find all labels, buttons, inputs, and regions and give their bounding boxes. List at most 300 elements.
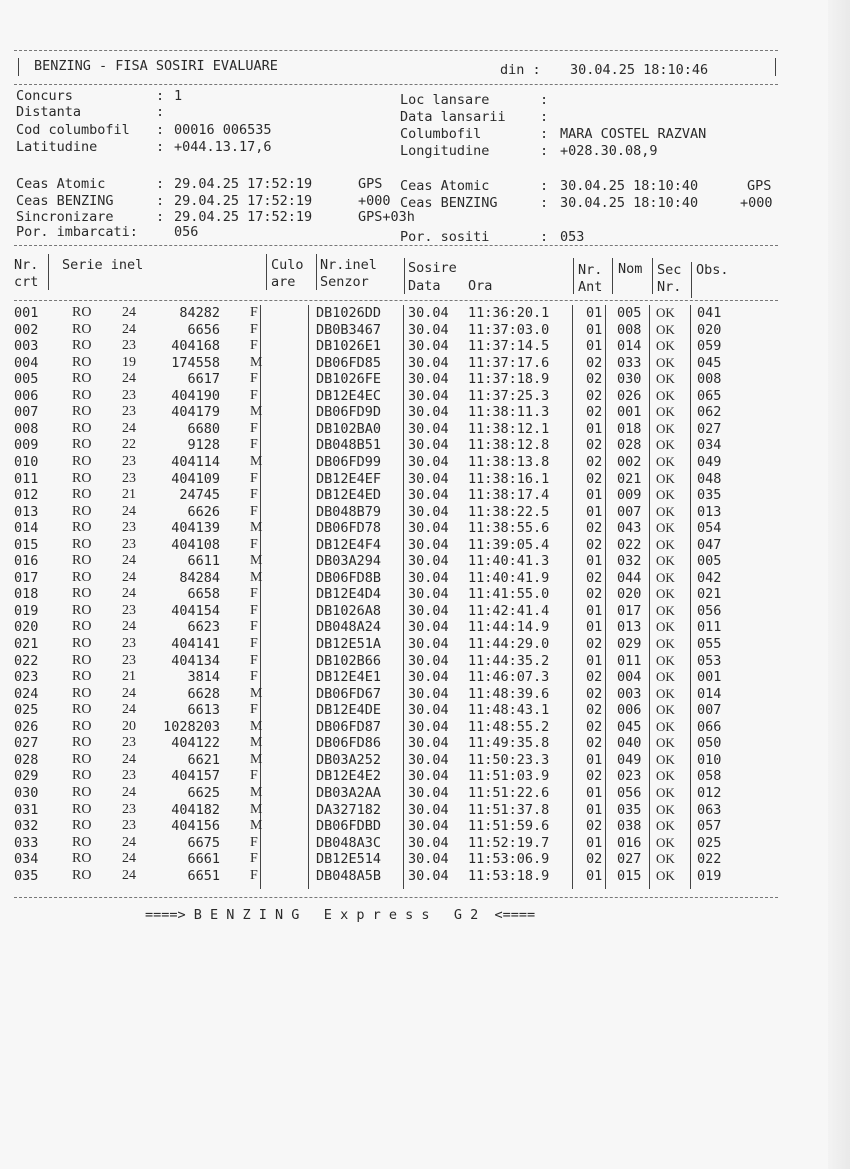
cell-date: 30.04	[408, 487, 449, 504]
table-row	[0, 504, 850, 521]
info-value: 1	[174, 88, 183, 104]
cell-nr-ant: 02	[586, 768, 603, 785]
col-header-ant: Ant	[578, 279, 603, 295]
cell-nom: 003	[617, 685, 642, 702]
cell-nom: 008	[617, 321, 642, 338]
cell-obs: 050	[697, 735, 722, 752]
cell-sex: F	[250, 834, 258, 850]
cell-sex: F	[250, 619, 258, 635]
cell-obs: 005	[697, 553, 722, 570]
vline-serie	[266, 254, 267, 290]
cell-ring-number: 404156	[171, 818, 220, 835]
cell-sec: OK	[656, 305, 675, 320]
cell-nom: 030	[617, 371, 642, 388]
cell-crt: 007	[14, 404, 39, 421]
cell-sec: OK	[656, 735, 675, 751]
cell-ring-number: 404141	[171, 636, 220, 652]
table-row	[0, 835, 850, 852]
cell-sec: OK	[656, 768, 675, 784]
cell-nr-ant: 02	[586, 851, 603, 868]
por-sositi-label: Por. sositi	[400, 229, 490, 245]
vline-nrinel	[404, 258, 405, 294]
cell-date: 30.04	[408, 453, 449, 470]
cell-country: RO	[72, 702, 92, 718]
cell-ring-number: 6661	[187, 851, 220, 868]
cell-nr-ant: 01	[586, 652, 603, 669]
cell-year: 24	[122, 867, 136, 883]
cell-ring-number: 404157	[171, 768, 220, 785]
table-row	[0, 404, 850, 421]
cell-ring-number: 24745	[179, 487, 220, 504]
clock-suffix: +000	[358, 193, 391, 209]
cell-obs: 034	[697, 437, 722, 454]
cell-sensor: DB1026E1	[316, 338, 382, 355]
cell-sex: F	[250, 702, 258, 718]
cell-time: 11:37:03.0	[468, 321, 550, 338]
cell-time: 11:48:55.2	[468, 718, 550, 735]
cell-nr-ant: 01	[586, 553, 603, 570]
cell-sec: OK	[656, 751, 675, 767]
cell-year: 24	[122, 685, 136, 701]
cell-crt: 032	[14, 818, 39, 835]
cell-date: 30.04	[408, 669, 449, 686]
cell-sec: OK	[656, 818, 675, 834]
cell-date: 30.04	[408, 702, 449, 719]
cell-date: 30.04	[408, 851, 449, 868]
col-header-sec: Sec	[657, 262, 682, 278]
cell-date: 30.04	[408, 536, 449, 553]
cell-ring-number: 9128	[187, 437, 220, 454]
cell-nom: 020	[617, 586, 642, 603]
cell-nom: 011	[617, 652, 642, 669]
vline-sosire	[573, 258, 574, 294]
cell-nom: 004	[617, 669, 642, 686]
cell-ring-number: 404190	[171, 387, 220, 404]
cell-time: 11:37:17.6	[468, 354, 550, 371]
cell-time: 11:38:11.3	[468, 404, 550, 421]
col-header-culo: Culo	[271, 257, 304, 273]
header-left-border	[18, 58, 19, 76]
date-label: din :	[500, 62, 541, 78]
cell-year: 23	[122, 602, 136, 618]
cell-time: 11:49:35.8	[468, 735, 550, 752]
cell-country: RO	[72, 685, 92, 701]
cell-nr-ant: 02	[586, 437, 603, 454]
cell-time: 11:50:23.3	[468, 751, 550, 768]
cell-sex: F	[250, 652, 258, 668]
cell-date: 30.04	[408, 305, 449, 321]
cell-time: 11:38:12.8	[468, 437, 550, 454]
cell-crt: 028	[14, 751, 39, 768]
table-row	[0, 868, 850, 885]
cell-year: 24	[122, 321, 136, 337]
clock-sep: :	[156, 209, 165, 225]
cell-nom: 026	[617, 387, 642, 404]
cell-country: RO	[72, 669, 92, 685]
info-label: Longitudine	[400, 143, 490, 159]
cell-nom: 007	[617, 503, 642, 520]
cell-date: 30.04	[408, 553, 449, 570]
cell-sex: F	[250, 321, 258, 337]
vline-nom	[652, 258, 653, 294]
cell-obs: 014	[697, 685, 722, 702]
cell-sex: F	[250, 503, 258, 519]
cell-nr-ant: 02	[586, 702, 603, 719]
cell-sensor: DA327182	[316, 801, 382, 818]
info-sep: :	[540, 126, 549, 142]
cell-sec: OK	[656, 669, 675, 685]
cell-sensor: DB06FD67	[316, 685, 382, 702]
cell-nom: 006	[617, 702, 642, 719]
cell-nr-ant: 02	[586, 404, 603, 421]
col-header-nom: Nom	[618, 261, 643, 277]
cell-sex: M	[250, 784, 263, 800]
cell-year: 24	[122, 851, 136, 867]
cell-ring-number: 6656	[187, 321, 220, 338]
info-label: Latitudine	[16, 139, 98, 155]
clock-sep: :	[540, 195, 549, 211]
table-row	[0, 719, 850, 736]
cell-time: 11:40:41.3	[468, 553, 550, 570]
cell-country: RO	[72, 487, 92, 503]
cell-time: 11:40:41.9	[468, 569, 550, 586]
cell-sensor: DB12E4F4	[316, 536, 382, 553]
cell-nr-ant: 01	[586, 338, 603, 355]
table-row	[0, 818, 850, 835]
cell-nr-ant: 02	[586, 735, 603, 752]
cell-sensor: DB06FD8B	[316, 569, 382, 586]
cell-country: RO	[72, 801, 92, 817]
cell-obs: 019	[697, 867, 722, 884]
cell-nom: 001	[617, 404, 642, 421]
col-header-data: Data	[408, 278, 441, 294]
cell-nr-ant: 02	[586, 569, 603, 586]
cell-sec: OK	[656, 387, 675, 403]
table-row	[0, 653, 850, 670]
cell-sec: OK	[656, 371, 675, 387]
cell-country: RO	[72, 470, 92, 486]
cell-nr-ant: 02	[586, 685, 603, 702]
cell-obs: 059	[697, 338, 722, 355]
cell-nom: 002	[617, 453, 642, 470]
cell-date: 30.04	[408, 867, 449, 884]
cell-nr-ant: 02	[586, 371, 603, 388]
cell-sensor: DB06FD85	[316, 354, 382, 371]
cell-sex: F	[250, 305, 258, 320]
cell-obs: 058	[697, 768, 722, 785]
cell-sensor: DB12E4DE	[316, 702, 382, 719]
cell-nr-ant: 02	[586, 520, 603, 537]
footer-brand: ====> B E N Z I N G E x p r e s s G 2 <====	[145, 907, 536, 923]
cell-year: 21	[122, 487, 136, 503]
cell-sensor: DB06FDBD	[316, 818, 382, 835]
cell-time: 11:37:18.9	[468, 371, 550, 388]
cell-nom: 022	[617, 536, 642, 553]
cell-ring-number: 6621	[187, 751, 220, 768]
cell-nom: 032	[617, 553, 642, 570]
cell-year: 23	[122, 768, 136, 784]
cell-crt: 011	[14, 470, 39, 487]
cell-date: 30.04	[408, 586, 449, 603]
cell-sex: F	[250, 536, 258, 552]
cell-year: 24	[122, 751, 136, 767]
cell-ring-number: 404134	[171, 652, 220, 669]
cell-obs: 013	[697, 503, 722, 520]
cell-crt: 006	[14, 387, 39, 404]
cell-country: RO	[72, 784, 92, 800]
cell-ring-number: 404168	[171, 338, 220, 355]
cell-country: RO	[72, 851, 92, 867]
cell-obs: 065	[697, 387, 722, 404]
cell-ring-number: 84284	[179, 569, 220, 586]
cell-nr-ant: 01	[586, 503, 603, 520]
cell-obs: 022	[697, 851, 722, 868]
cell-crt: 025	[14, 702, 39, 719]
cell-date: 30.04	[408, 371, 449, 388]
cell-ring-number: 6628	[187, 685, 220, 702]
cell-sec: OK	[656, 636, 675, 651]
cell-nr-ant: 02	[586, 536, 603, 553]
cell-time: 11:46:07.3	[468, 669, 550, 686]
cell-year: 23	[122, 652, 136, 668]
cell-ring-number: 404122	[171, 735, 220, 752]
cell-country: RO	[72, 834, 92, 850]
clock-value: 30.04.25 18:10:40	[560, 178, 699, 194]
clock-value: 29.04.25 17:52:19	[174, 193, 313, 209]
cell-year: 23	[122, 338, 136, 354]
clock-suffix: GPS	[747, 178, 772, 194]
cell-sec: OK	[656, 470, 675, 486]
cell-nr-ant: 01	[586, 420, 603, 437]
cell-ring-number: 6658	[187, 586, 220, 603]
cell-sensor: DB06FD78	[316, 520, 382, 537]
cell-year: 22	[122, 437, 136, 453]
cell-nom: 049	[617, 751, 642, 768]
cell-sex: M	[250, 520, 263, 536]
cell-ring-number: 404154	[171, 602, 220, 619]
clock-label: Ceas BENZING	[400, 195, 498, 211]
cell-sec: OK	[656, 420, 675, 436]
cell-ring-number: 404182	[171, 801, 220, 818]
cell-nom: 021	[617, 470, 642, 487]
cell-nr-ant: 02	[586, 669, 603, 686]
cell-sex: M	[250, 354, 263, 370]
cell-sensor: DB12E4EC	[316, 387, 382, 404]
cell-sensor: DB048B51	[316, 437, 382, 454]
cell-nom: 016	[617, 834, 642, 851]
cell-year: 24	[122, 553, 136, 569]
table-row	[0, 371, 850, 388]
cell-year: 24	[122, 503, 136, 519]
cell-obs: 053	[697, 652, 722, 669]
cell-time: 11:51:59.6	[468, 818, 550, 835]
cell-sec: OK	[656, 487, 675, 503]
cell-sex: M	[250, 553, 263, 569]
report-title: BENZING - FISA SOSIRI EVALUARE	[34, 58, 278, 74]
cell-country: RO	[72, 735, 92, 751]
table-row	[0, 686, 850, 703]
cell-obs: 054	[697, 520, 722, 537]
cell-date: 30.04	[408, 354, 449, 371]
cell-obs: 021	[697, 586, 722, 603]
cell-year: 24	[122, 784, 136, 800]
cell-ring-number: 404139	[171, 520, 220, 537]
cell-obs: 001	[697, 669, 722, 686]
table-header-rule	[14, 300, 778, 301]
cell-time: 11:37:14.5	[468, 338, 550, 355]
cell-country: RO	[72, 718, 92, 734]
clock-value: 30.04.25 18:10:40	[560, 195, 699, 211]
cell-nom: 027	[617, 851, 642, 868]
cell-nom: 013	[617, 619, 642, 636]
table-row	[0, 768, 850, 785]
cell-nom: 015	[617, 867, 642, 884]
table-row	[0, 636, 850, 653]
table-row	[0, 454, 850, 471]
cell-sensor: DB06FD87	[316, 718, 382, 735]
cell-year: 23	[122, 520, 136, 536]
cell-nr-ant: 01	[586, 834, 603, 851]
table-row	[0, 437, 850, 454]
info-value: 00016 006535	[174, 122, 272, 138]
cell-country: RO	[72, 420, 92, 436]
col-header-ora: Ora	[468, 278, 493, 294]
cell-sex: F	[250, 487, 258, 503]
por-imbarcati-label: Por. imbarcati:	[16, 224, 138, 240]
cell-year: 23	[122, 387, 136, 403]
table-row	[0, 603, 850, 620]
cell-sensor: DB03A294	[316, 553, 382, 570]
cell-nr-ant: 01	[586, 487, 603, 504]
cell-ring-number: 6675	[187, 834, 220, 851]
cell-ring-number: 404109	[171, 470, 220, 487]
cell-obs: 041	[697, 305, 722, 321]
clock-suffix: +000	[740, 195, 773, 211]
cell-date: 30.04	[408, 503, 449, 520]
cell-nr-ant: 01	[586, 321, 603, 338]
table-row	[0, 338, 850, 355]
cell-date: 30.04	[408, 768, 449, 785]
cell-sec: OK	[656, 784, 675, 800]
cell-sec: OK	[656, 586, 675, 602]
cell-time: 11:38:16.1	[468, 470, 550, 487]
clock-suffix: GPS	[358, 176, 383, 192]
vline-sec	[691, 262, 692, 298]
clock-label: Sincronizare	[16, 209, 114, 225]
cell-date: 30.04	[408, 834, 449, 851]
cell-sec: OK	[656, 685, 675, 701]
col-header-nrinel: Nr.inel	[320, 257, 377, 273]
cell-nr-ant: 02	[586, 387, 603, 404]
cell-ring-number: 6623	[187, 619, 220, 636]
cell-country: RO	[72, 652, 92, 668]
cell-nr-ant: 01	[586, 602, 603, 619]
cell-sex: F	[250, 768, 258, 784]
cell-crt: 024	[14, 685, 39, 702]
cell-year: 23	[122, 536, 136, 552]
header-right-border	[775, 58, 776, 76]
cell-date: 30.04	[408, 784, 449, 801]
cell-sensor: DB12E4E1	[316, 669, 382, 686]
cell-country: RO	[72, 553, 92, 569]
cell-country: RO	[72, 586, 92, 602]
cell-sensor: DB06FD99	[316, 453, 382, 470]
cell-country: RO	[72, 751, 92, 767]
cell-date: 30.04	[408, 801, 449, 818]
cell-country: RO	[72, 636, 92, 651]
cell-nom: 056	[617, 784, 642, 801]
clock-sep: :	[156, 193, 165, 209]
cell-sensor: DB1026A8	[316, 602, 382, 619]
cell-sex: M	[250, 569, 263, 585]
table-row	[0, 322, 850, 339]
table-row	[0, 553, 850, 570]
cell-sex: M	[250, 685, 263, 701]
cell-crt: 022	[14, 652, 39, 669]
info-label: Concurs	[16, 88, 73, 104]
clock-value: 29.04.25 17:52:19	[174, 209, 313, 225]
cell-nom: 040	[617, 735, 642, 752]
cell-crt: 012	[14, 487, 39, 504]
cell-country: RO	[72, 569, 92, 585]
cell-nr-ant: 01	[586, 801, 603, 818]
table-row	[0, 735, 850, 752]
clock-label: Ceas Atomic	[16, 176, 106, 192]
cell-nr-ant: 01	[586, 784, 603, 801]
cell-nr-ant: 01	[586, 751, 603, 768]
cell-crt: 010	[14, 453, 39, 470]
table-bottom-rule	[14, 897, 778, 898]
cell-crt: 034	[14, 851, 39, 868]
info-value: MARA COSTEL RAZVAN	[560, 126, 707, 142]
cell-sex: M	[250, 453, 263, 469]
info-value: +028.30.08,9	[560, 143, 658, 159]
cell-year: 19	[122, 354, 136, 370]
cell-sex: F	[250, 602, 258, 618]
info-sep: :	[540, 143, 549, 159]
cell-sensor: DB048A3C	[316, 834, 382, 851]
cell-country: RO	[72, 768, 92, 784]
cell-year: 24	[122, 569, 136, 585]
cell-date: 30.04	[408, 321, 449, 338]
cell-crt: 005	[14, 371, 39, 388]
cell-time: 11:51:22.6	[468, 784, 550, 801]
cell-sec: OK	[656, 354, 675, 370]
cell-ring-number: 6625	[187, 784, 220, 801]
cell-obs: 027	[697, 420, 722, 437]
cell-ring-number: 404114	[171, 453, 220, 470]
cell-nr-ant: 01	[586, 867, 603, 884]
cell-sec: OK	[656, 851, 675, 867]
cell-country: RO	[72, 305, 92, 320]
cell-crt: 029	[14, 768, 39, 785]
clock-sep: :	[540, 178, 549, 194]
cell-year: 24	[122, 586, 136, 602]
cell-time: 11:38:12.1	[468, 420, 550, 437]
cell-time: 11:39:05.4	[468, 536, 550, 553]
cell-country: RO	[72, 371, 92, 387]
cell-time: 11:48:39.6	[468, 685, 550, 702]
cell-country: RO	[72, 354, 92, 370]
cell-sensor: DB03A252	[316, 751, 382, 768]
vline-nrant	[612, 258, 613, 294]
cell-obs: 056	[697, 602, 722, 619]
header-top-rule	[14, 50, 778, 51]
table-row	[0, 570, 850, 587]
clock-sep: :	[156, 176, 165, 192]
table-row	[0, 487, 850, 504]
cell-sex: M	[250, 751, 263, 767]
